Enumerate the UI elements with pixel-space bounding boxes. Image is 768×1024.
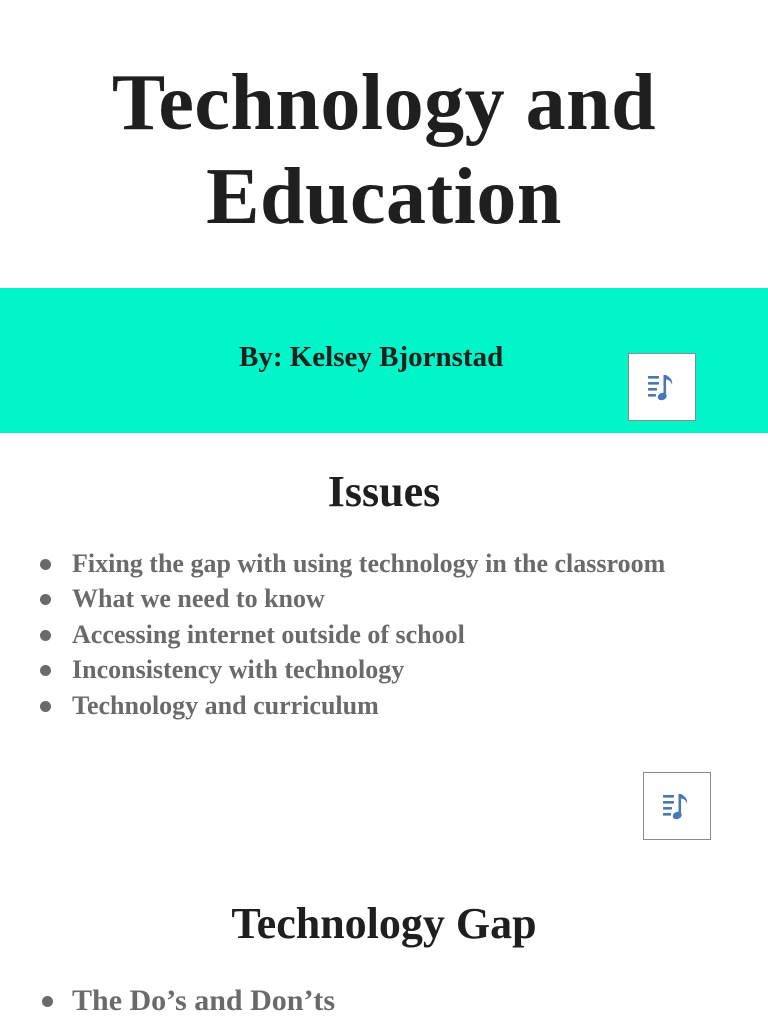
issues-heading: Issues	[327, 467, 441, 516]
author-byline: By: Kelsey Bjornstad	[239, 341, 504, 373]
audio-button[interactable]	[643, 772, 711, 840]
bullet-icon	[40, 665, 51, 676]
bullet-icon	[40, 630, 51, 641]
list-item-text: Accessing internet outside of school	[72, 619, 465, 649]
title-line-2: Education	[206, 153, 562, 241]
list-item	[40, 546, 665, 581]
list-item-text: What we need to know	[72, 584, 325, 614]
bullet-icon	[40, 701, 51, 712]
technology-gap-heading: Technology Gap	[231, 899, 537, 948]
technology-gap-list	[40, 981, 335, 1021]
bullet-icon	[40, 559, 51, 570]
list-item	[40, 581, 665, 616]
list-item	[40, 981, 335, 1021]
list-item-text: Fixing the gap with using technology in the classroom	[72, 549, 666, 578]
bullet-icon	[42, 996, 53, 1007]
title-line-1: Technology and	[111, 59, 657, 147]
page-title	[0, 56, 768, 244]
bullet-icon	[40, 594, 51, 605]
issues-list	[40, 546, 665, 723]
list-item-text: Technology and curriculum	[72, 690, 379, 720]
list-item	[40, 688, 665, 723]
audio-button[interactable]	[628, 353, 696, 421]
list-item-text: The Do’s and Don’ts	[72, 984, 336, 1017]
list-item	[40, 652, 665, 687]
list-item-text: Inconsistency with technology	[72, 655, 405, 685]
audio-notes-icon	[645, 370, 679, 404]
list-item	[40, 617, 665, 652]
audio-notes-icon	[660, 789, 694, 823]
